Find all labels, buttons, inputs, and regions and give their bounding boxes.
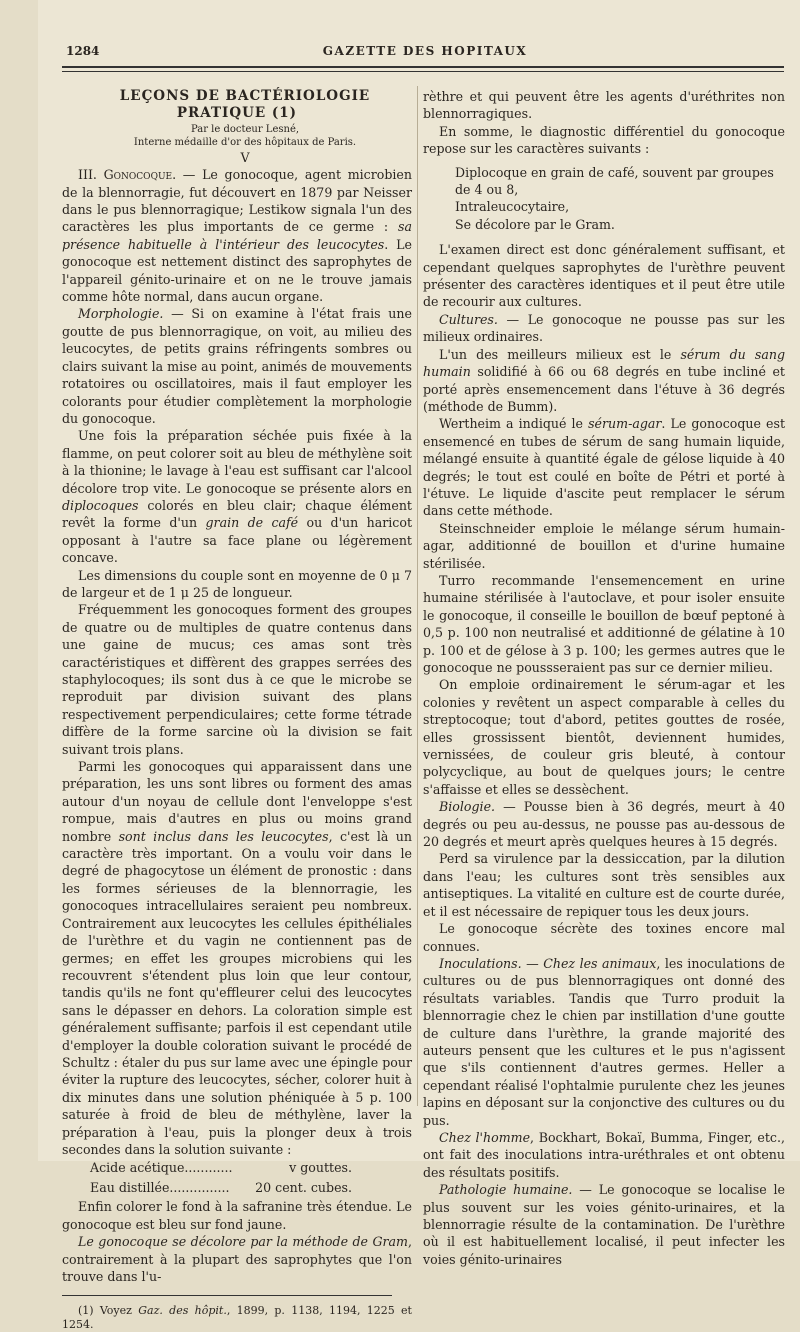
paragraph-text: Wertheim a indiqué le: [439, 416, 589, 432]
paragraph-preparation: [62, 427, 412, 566]
italic-text: Le gonocoque se décolore par la méthode de Gram: [78, 1234, 408, 1250]
paragraph-inoculations: [423, 955, 785, 1129]
author-role: Interne médaille d'or des hôpitaux de Paris.: [133, 136, 357, 148]
paragraph-leucocytes: [62, 758, 412, 1158]
paragraph-continuation: rèthre et qui peuvent être les agents d'uréthrites non blennorragiques.: [423, 89, 785, 122]
paragraph-label: Inoculations.: [439, 955, 522, 971]
paragraph-groupes: Fréquemment les gonocoques forment des groupes de quatre ou de multiples de quatre contenus dans une gaine de mucus; ces amas sont très caractéristiques et diffèrent des grappes serrées des staphylocoques; ils sont dus à ce que le microbe se reproduit par division suivant des plans respectivement perpendiculaires; cette forme tétrade diffère de la forme sarcine où la division se fait suivant trois plans.: [62, 602, 412, 757]
paragraph-pathologie: [423, 1181, 785, 1268]
paragraph-dimensions: Les dimensions du couple sont en moyenne de 0 μ 7 de largeur et de 1 μ 25 de longueur.: [62, 567, 412, 600]
lesson-title: LEÇONS DE BACTÉRIOLOGIE PRATIQUE (1): [119, 88, 371, 122]
diagnostic-item: Se décolore par le Gram.: [455, 216, 615, 232]
recipe-line: [62, 1158, 412, 1178]
italic-text: sont inclus dans les leucocytes: [118, 828, 329, 844]
italic-text: sa présence habituelle à l'intérieur des leucocytes: [62, 219, 412, 252]
recipe-line: [62, 1178, 412, 1198]
right-column: [423, 88, 785, 1268]
recipe-ingredient: Eau distillée...............: [90, 1180, 230, 1196]
paragraph-cultures: [423, 311, 785, 346]
paragraph-label: Biologie.: [439, 799, 496, 815]
diagnostic-item: Diplocoque en grain de café, souvent par groupes de 4 ou 8,: [455, 164, 774, 198]
paragraph-label: Chez l'homme: [439, 1129, 531, 1145]
paragraph-text: colorés en bleu clair; chaque élément revêt la forme d'un: [62, 497, 412, 531]
recipe-quantity: 20 cent. cubes.: [255, 1180, 352, 1196]
page-number: 1284: [66, 44, 100, 58]
header-rule: [62, 66, 784, 68]
paragraph-morphologie: [62, 305, 412, 427]
paragraph-label: Pathologie humaine.: [439, 1182, 573, 1198]
paragraph-wertheim: [423, 415, 785, 519]
footnote-text: , 1899, p. 1138, 1194, 1225 et 1254.: [62, 1304, 412, 1332]
italic-text: sérum du sang humain: [423, 346, 786, 380]
paragraph-text: — Le gonocoque se localise le plus souvent sur les voies génito-urinaires, et la blennorragie résulte de la contamination. De l'urèthre où il est habituellement localisé, il peut infecter les voies génito-urinaires: [423, 1182, 785, 1267]
section-number: V: [240, 149, 250, 165]
italic-text: sérum-agar: [588, 416, 662, 432]
paragraph-text: ou d'un haricot opposant à l'autre sa face plane ou légèrement concave.: [62, 515, 412, 566]
paragraph-text: —: [521, 955, 544, 971]
footnote-text: (1) Voyez: [78, 1304, 139, 1318]
paragraph-turro: Turro recommande l'ensemencement en urine humaine stérilisée à l'autoclave, et pour isoler ensuite le gonocoque, il conseille le bouillon de bœuf peptoné à 0,5 p. 100 non neutralisé et additionné de gélatine à 10 p. 100 et de gélose à 3 p. 100; les germes autres que le gonocoque ne poussseraient pas sur ce dernier milieu.: [423, 572, 785, 675]
column-separator: [417, 86, 418, 1106]
paragraph-text: Parmi les gonocoques qui apparaissent dans une préparation, les uns sont libres ou forment des amas autour d'un noyau de cellule dont l'enveloppe s'est rompue, mais d'autres en plus ou moins grand nombre: [62, 759, 412, 844]
paragraph-serum: [423, 346, 785, 416]
paragraph-gonocoque: [62, 166, 412, 305]
page-header: [66, 44, 784, 64]
diagnostic-list: [455, 164, 785, 234]
paragraph-text: — Le gonocoque ne pousse pas sur les milieux ordinaires.: [423, 311, 785, 345]
paragraph-text: . Le gonocoque est nettement distinct des saprophytes de l'appareil génito-urinaire et on ne le trouve jamais comme hôte normal, dans aucun organe.: [62, 236, 412, 305]
paragraph-gram: [62, 1233, 412, 1285]
paragraph-toxines: Le gonocoque sécrète des toxines encore mal connues.: [423, 921, 785, 954]
paragraph-text: — Si on examine à l'état frais une goutte de pus blennorragique, on voit, au milieu des leucocytes, de petits grains réfringents sombres ou clairs suivant la mise au point, animés de mouvements rotatoires ou oscillatoires, mais il faut employer les colorants pour étudier complètement la morphologie du gonocoque.: [62, 306, 412, 426]
paragraph-label: Morphologie.: [78, 306, 164, 322]
paragraph-text: , les inoculations de cultures ou de pus blennorragiques ont donné des résultats variables. Tandis que Turro produit la blennorragie chez le chien par instillation d'une goutte de culture dans l'urèthre, la grande majorité des auteurs pensent que les cultures et le pus n'agissent que s'ils contiennent d'autres germes. Heller a cependant réalisé l'ophtalmie purulente chez les jeunes lapins en déposant sur la conjonctive des cultures ou du pus.: [423, 955, 785, 1128]
paragraph-safranine: Enfin colorer le fond à la safranine très étendue. Le gonocoque est bleu sur fond jaune.: [62, 1199, 412, 1232]
italic-text: grain de café: [205, 515, 299, 531]
paragraph-text: , c'est là un caractère très important. On a voulu voir dans le degré de phagocytose un élément de pronostic : dans les formes sérieuses de la blennorragie, les gonocoques intracellulaires seraient peu nombreux. Contrairement aux leucocytes les cellules épithéliales de l'urèthre et du vagin ne contiennent pas de germes; en effet les groupes microbiens qui les recouvrent s'étendent plus loin que leur contour, tandis qu'ils ne font qu'effleurer celui des leucocytes sans le dépasser en dehors. La coloration simple est généralement suffisante; parfois il est cependant utile d'employer la double coloration suivant le procédé de Schultz : étaler du pus sur lame avec une épingle pour éviter la rupture des leucocytes, sécher, colorer huit à dix minutes dans une solution phéniquée à 5 p. 100 saturée à froid de bleu de méthylène, laver la préparation à l'eau, puis la plonger deux à trois secondes dans la solution suivante :: [62, 828, 412, 1157]
italic-text: diplocoques: [62, 497, 139, 513]
diagnostic-item: Intraleucocytaire,: [455, 199, 570, 215]
footnote: [62, 1304, 412, 1332]
paragraph-text: Une fois la préparation séchée puis fixée à la flamme, on peut colorer soit au bleu de méthylène soit à la thionine; le lavage à l'eau est suffisant car l'alcool décolore trop vite. Le gonocoque se présente alors en: [62, 428, 412, 496]
journal-title: GAZETTE DES HOPITAUX: [322, 44, 528, 58]
paragraph-biologie: [423, 798, 785, 850]
paragraph-steinschneider: Steinschneider emploie le mélange sérum humain-agar, additionné de bouillon et d'urine humaine stérilisée.: [423, 520, 785, 571]
paragraph-text: — Pousse bien à 36 degrés, meurt à 40 degrés ou peu au-dessus, ne pousse pas au-dessous de 20 degrés et meurt après quelques heures à 15 degrés.: [423, 799, 785, 850]
paragraph-virulence: Perd sa virulence par la dessiccation, par la dilution dans l'eau; les cultures sont très sensibles aux antiseptiques. La vitalité en culture est de courte durée, et il est nécessaire de repiquer tous les deux jours.: [423, 851, 785, 919]
italic-text: Gaz. des hôpit.: [138, 1304, 227, 1318]
paragraph-label: Cultures.: [439, 311, 498, 327]
recipe-quantity: v gouttes.: [289, 1160, 352, 1176]
italic-text: Chez les animaux: [543, 955, 657, 971]
paragraph-diagnostic: En somme, le diagnostic différentiel du gonocoque repose sur les caractères suivants :: [423, 123, 785, 157]
paragraph-homme: [423, 1129, 785, 1181]
author-line: Par le docteur Lesné,: [190, 123, 300, 135]
footnote-rule: [62, 1295, 392, 1296]
paragraph-text: L'un des meilleurs milieux est le: [439, 346, 681, 362]
header-rule-thin: [62, 71, 784, 72]
paragraph-text: , Bockhart, Bokaï, Bumma, Finger, etc., ont fait des inoculations intra-uréthrales et ont obtenu des résultats positifs.: [423, 1129, 785, 1180]
left-column: [62, 88, 412, 1332]
paragraph-text: — Le gonocoque, agent microbien de la blennorragie, fut découvert en 1879 par Neisser dans le pus blennorragique; Lestikow signala l'un des caractères les plus importants de ce germe :: [62, 167, 412, 235]
paragraph-text: . Le gonocoque est ensemencé en tubes de sérum de sang humain liquide, mélangé ensuite à quantité égale de gélose liquide à 40 degrés; le tout est coulé en boîte de Pétri et porté à l'étuve. Le liquide d'ascite peut remplacer le sérum dans cette méthode.: [423, 416, 785, 519]
paragraph-colonies: On emploie ordinairement le sérum-agar et les colonies y revêtent un aspect comparable à celles du streptocoque; tout d'abord, petites gouttes de rosée, elles grossissent bientôt, deviennent humides, vernissées, de couleur gris bleuté, à contour polycyclique, au bout de quelques jours; le centre s'affaisse et elles se dessèchent.: [423, 677, 785, 797]
paragraph-examen: L'examen direct est donc généralement suffisant, et cependant quelques saprophytes de l'urèthre peuvent présenter des caractères identiques et il peut être utile de recourir aux cultures.: [423, 242, 785, 310]
recipe-ingredient: Acide acétique............: [90, 1160, 233, 1176]
paragraph-label: III. Gonocoque.: [78, 167, 177, 183]
paragraph-text: , contrairement à la plupart des saprophytes que l'on trouve dans l'u-: [62, 1234, 412, 1284]
paragraph-text: solidifié à 66 ou 68 degrés en tube incliné et porté après ensemencement dans l'étuve à 36 degrés (méthode de Bumm).: [423, 364, 785, 414]
